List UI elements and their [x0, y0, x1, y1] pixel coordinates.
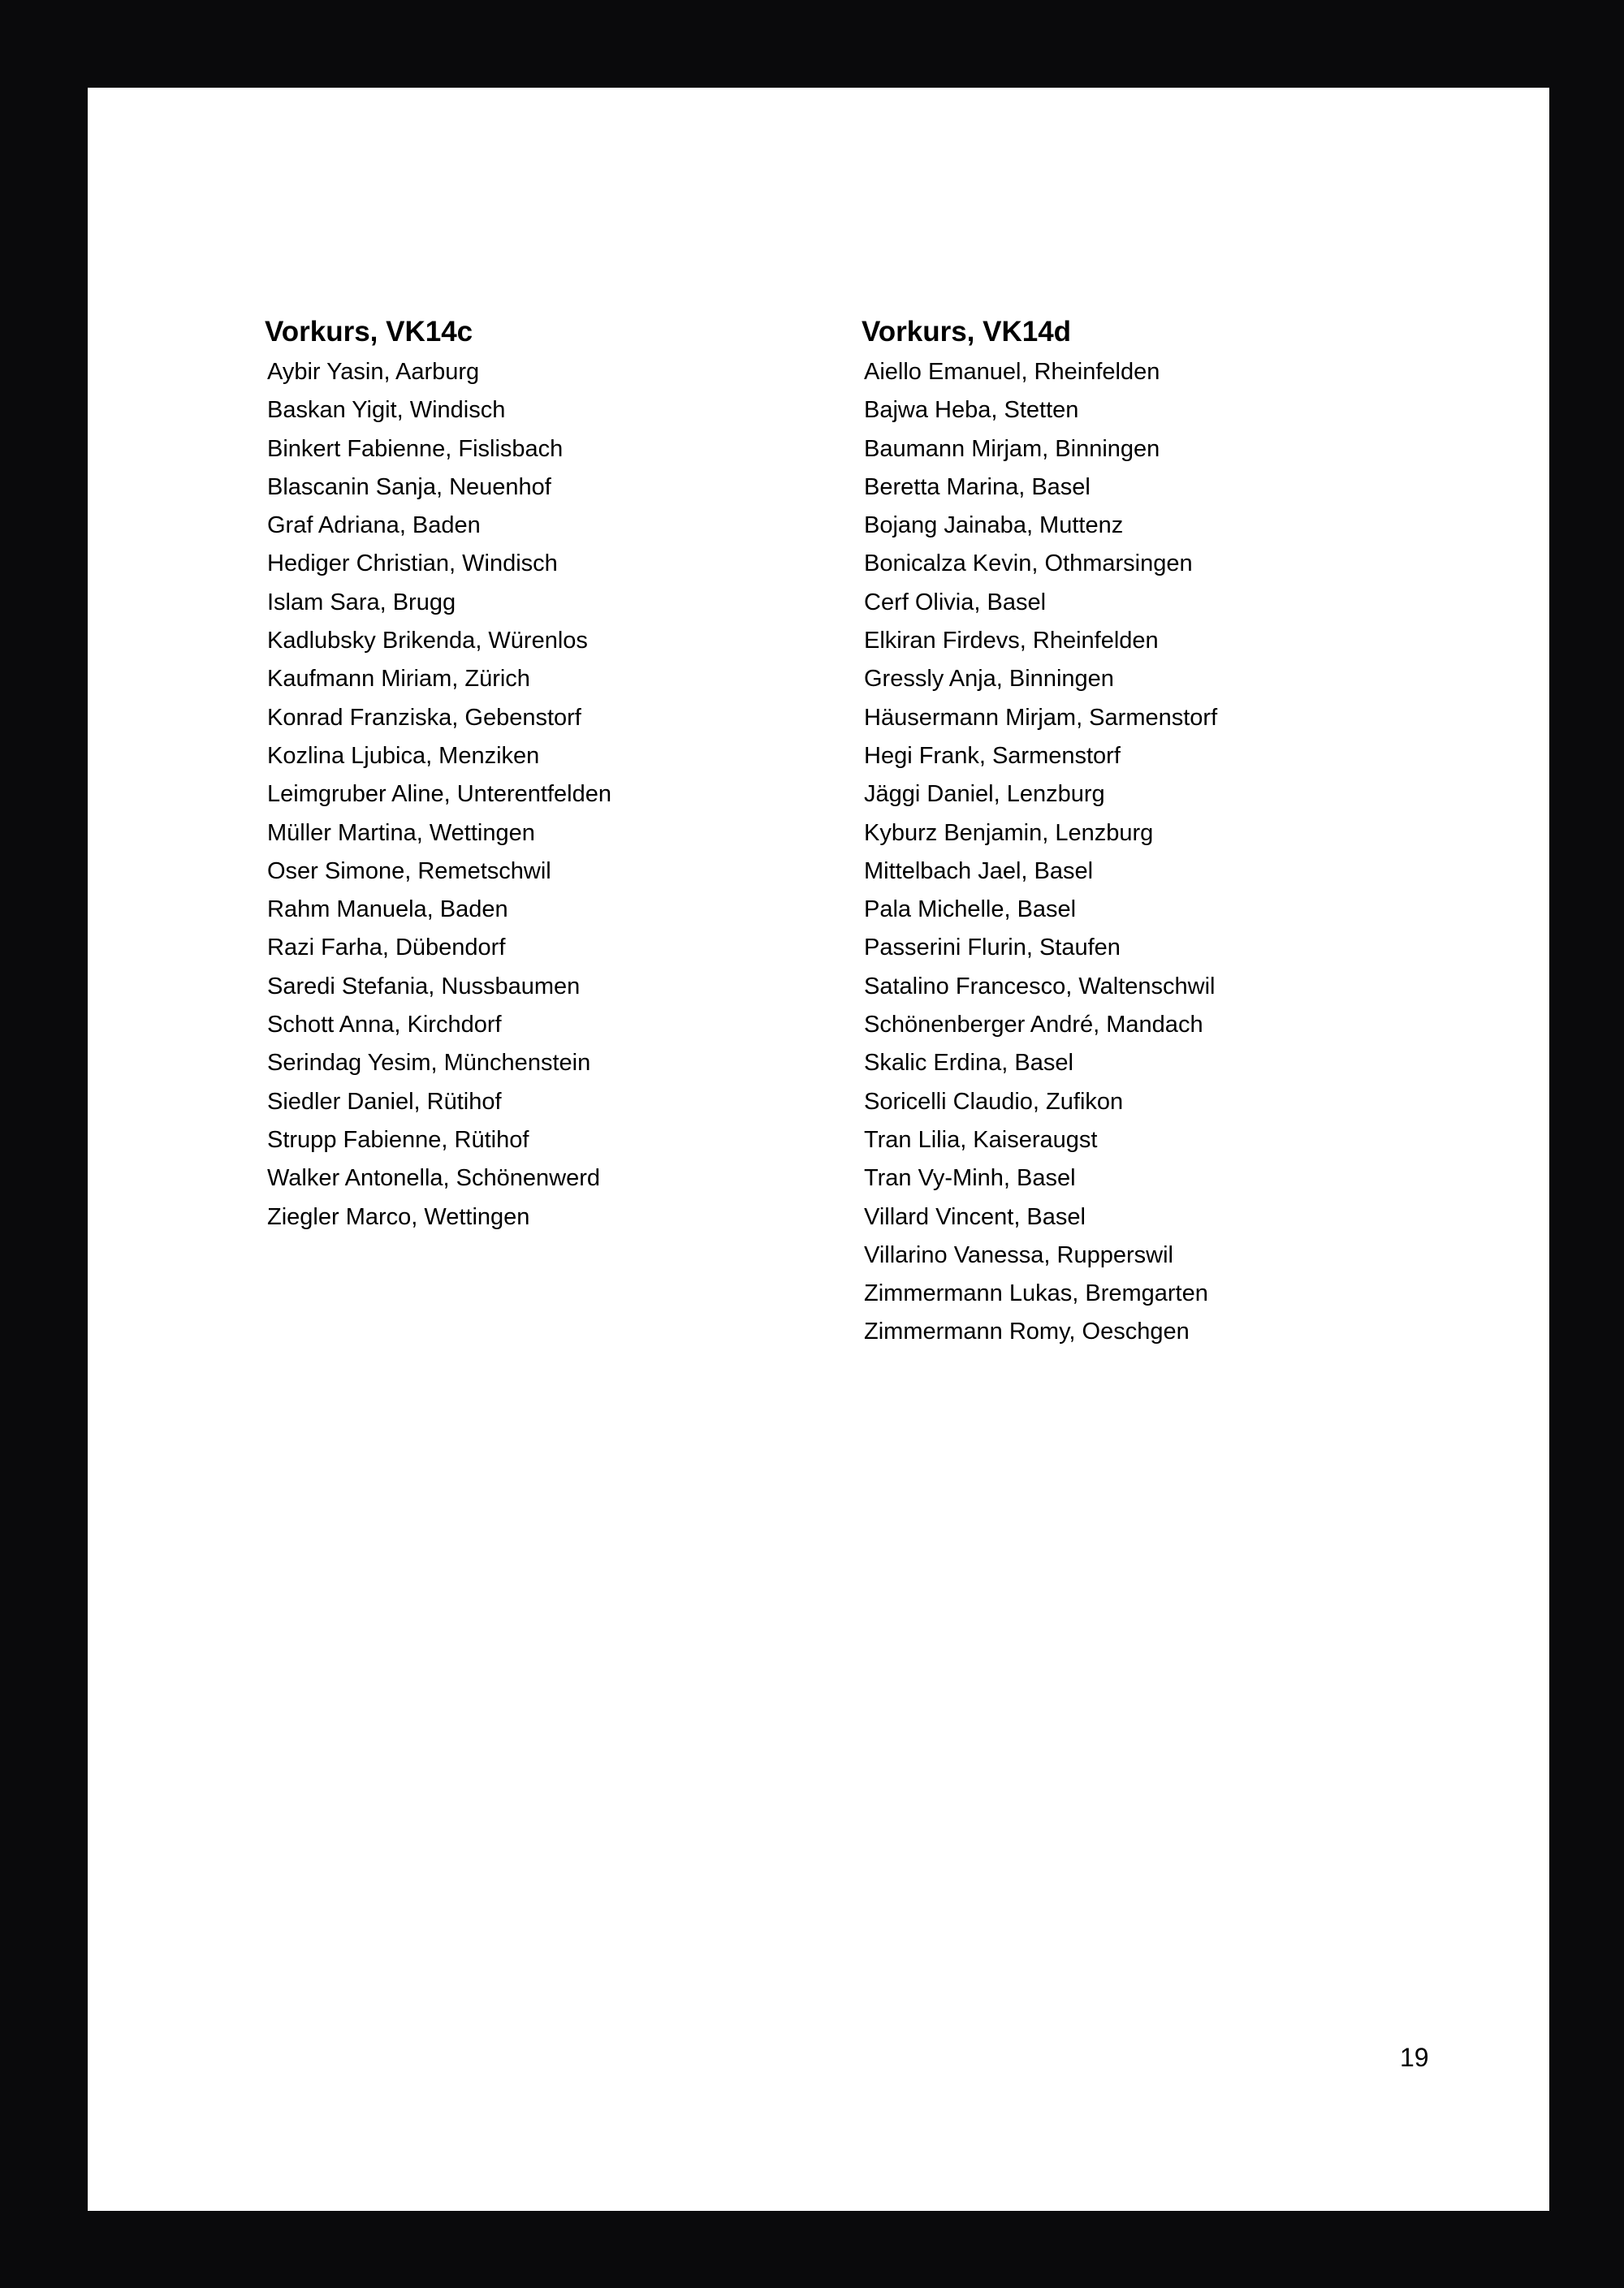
student-entry: Tran Vy-Minh, Basel — [864, 1165, 1076, 1192]
student-entry: Skalic Erdina, Basel — [864, 1050, 1073, 1077]
student-entry: Hegi Frank, Sarmenstorf — [864, 742, 1121, 769]
student-entry: Bojang Jainaba, Muttenz — [864, 512, 1124, 539]
student-entry: Rahm Manuela, Baden — [267, 896, 508, 923]
student-entry: Baumann Mirjam, Binningen — [864, 435, 1160, 462]
student-entry: Aybir Yasin, Aarburg — [267, 359, 480, 385]
student-entry: Passerini Flurin, Staufen — [864, 935, 1121, 961]
class-list-vk14d — [862, 311, 1430, 1352]
student-entry: Bonicalza Kevin, Othmarsingen — [864, 550, 1193, 577]
student-entry: Tran Lilia, Kaiseraugst — [864, 1126, 1098, 1153]
student-entry: Aiello Emanuel, Rheinfelden — [864, 359, 1160, 385]
student-entry: Siedler Daniel, Rütihof — [267, 1088, 502, 1115]
student-entry: Häusermann Mirjam, Sarmenstorf — [864, 704, 1218, 731]
student-entry: Cerf Olivia, Basel — [864, 589, 1047, 615]
student-entry: Walker Antonella, Schönenwerd — [267, 1165, 600, 1192]
student-entry: Kozlina Ljubica, Menziken — [267, 742, 540, 769]
student-entry: Binkert Fabienne, Fislisbach — [267, 435, 564, 462]
student-entry: Kadlubsky Brikenda, Würenlos — [267, 628, 588, 654]
class-heading: Vorkurs, VK14c — [265, 316, 473, 348]
class-heading: Vorkurs, VK14d — [862, 316, 1072, 348]
student-entry: Leimgruber Aline, Unterentfelden — [267, 781, 611, 808]
student-entry: Satalino Francesco, Waltenschwil — [864, 973, 1216, 999]
student-entry: Kyburz Benjamin, Lenzburg — [864, 819, 1154, 846]
student-entry: Ziegler Marco, Wettingen — [267, 1203, 530, 1230]
class-list-vk14c — [265, 311, 833, 1237]
student-entry: Graf Adriana, Baden — [267, 512, 481, 539]
student-entry: Oser Simone, Remetschwil — [267, 857, 551, 884]
student-entry: Zimmermann Lukas, Bremgarten — [864, 1280, 1208, 1307]
student-entry: Mittelbach Jael, Basel — [864, 857, 1094, 884]
student-entry: Bajwa Heba, Stetten — [864, 397, 1079, 424]
student-entry: Müller Martina, Wettingen — [267, 819, 535, 846]
student-entry: Kaufmann Miriam, Zürich — [267, 666, 530, 693]
student-entry: Saredi Stefania, Nussbaumen — [267, 973, 581, 999]
student-list — [862, 353, 1430, 1352]
student-entry: Schönenberger André, Mandach — [864, 1012, 1203, 1038]
student-entry: Hediger Christian, Windisch — [267, 550, 558, 577]
student-entry: Razi Farha, Dübendorf — [267, 935, 506, 961]
student-entry: Baskan Yigit, Windisch — [267, 397, 506, 424]
student-entry: Konrad Franziska, Gebenstorf — [267, 704, 581, 731]
student-entry: Zimmermann Romy, Oeschgen — [864, 1319, 1190, 1345]
student-entry: Gressly Anja, Binningen — [864, 666, 1114, 693]
student-entry: Islam Sara, Brugg — [267, 589, 456, 615]
student-entry: Serindag Yesim, Münchenstein — [267, 1050, 591, 1077]
student-entry: Jäggi Daniel, Lenzburg — [864, 781, 1105, 808]
student-entry: Schott Anna, Kirchdorf — [267, 1012, 502, 1038]
document-page — [88, 88, 1549, 2211]
student-entry: Soricelli Claudio, Zufikon — [864, 1088, 1124, 1115]
student-entry: Villard Vincent, Basel — [864, 1203, 1086, 1230]
page-number: 19 — [1400, 2043, 1429, 2072]
student-entry: Elkiran Firdevs, Rheinfelden — [864, 628, 1159, 654]
student-entry: Strupp Fabienne, Rütihof — [267, 1126, 529, 1153]
student-entry: Beretta Marina, Basel — [864, 473, 1091, 500]
student-entry: Pala Michelle, Basel — [864, 896, 1077, 923]
student-entry: Blascanin Sanja, Neuenhof — [267, 473, 551, 500]
student-entry: Villarino Vanessa, Rupperswil — [864, 1241, 1173, 1268]
student-list — [265, 353, 833, 1237]
